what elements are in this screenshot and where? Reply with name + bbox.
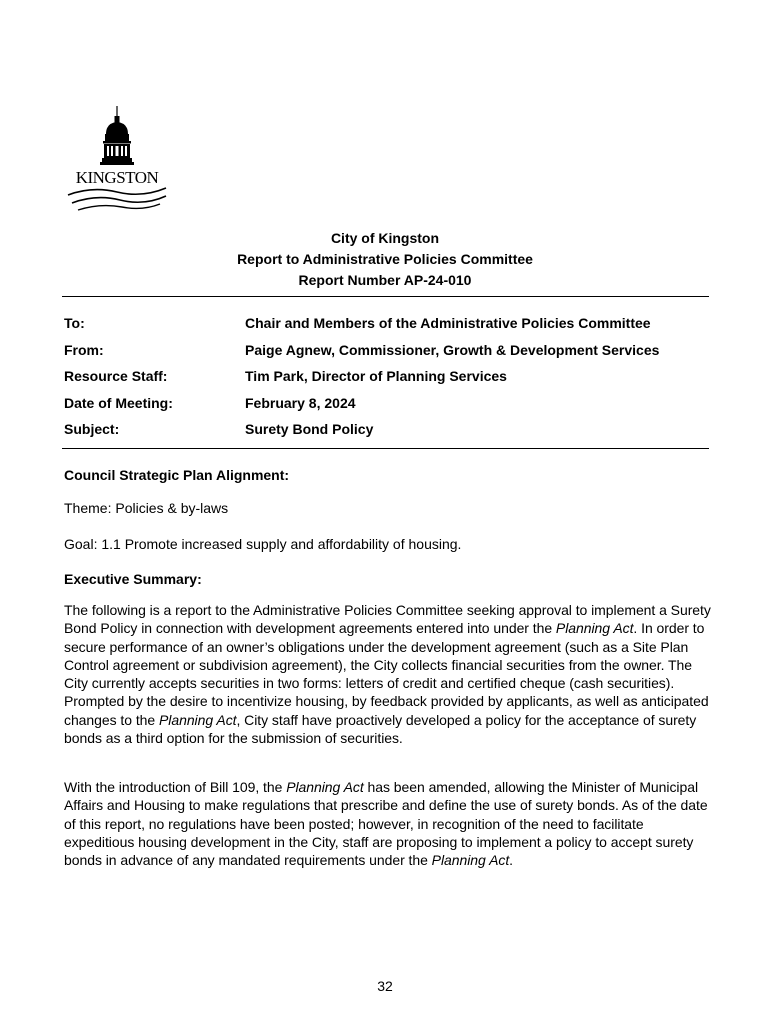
report-title-block <box>0 228 770 291</box>
header-divider-bottom <box>62 448 709 449</box>
meta-value: February 8, 2024 <box>245 394 356 411</box>
meta-label: Resource Staff: <box>64 368 168 384</box>
p2-italic: Planning Act <box>286 779 364 795</box>
p2-text: . <box>509 852 514 869</box>
p2-text: has been amended, allowing the Minister of Municipal Affairs and Housing to make regulations that prescribe and define the use of surety bonds. As of the date of this report, no regulations have been posted; however, in recognition of the need to facilitate expeditious housing development in the City, staff are proposing to implement a policy to accept surety bonds in advance of any mandated requirements under the <box>64 779 708 869</box>
header-divider-top <box>62 296 709 297</box>
meta-value: Surety Bond Policy <box>245 421 374 437</box>
p1-text: The following is a report to the Administrative Policies Committee seeking approval to implement a Surety Bond Policy in connection with development agreements entered into under the <box>64 602 711 637</box>
meta-value: Tim Park, Director of Planning Services <box>245 368 507 384</box>
meta-label: Subject: <box>64 421 120 437</box>
kingston-logo <box>62 104 172 214</box>
meta-row-to <box>64 313 710 340</box>
report-org: City of Kingston <box>330 230 440 246</box>
meta-row-resource-staff <box>64 366 710 393</box>
executive-summary-paragraph-1 <box>64 601 714 747</box>
page-number: 32 <box>377 978 393 994</box>
p1-text: . In order to secure performance of an owner’s obligations under the development agreement (such as a Site Plan Control agreement or subdivision agreement), the City collects financial securities from the owner. The City currently accepts securities in two forms: letters of credit and certified cheque (cash securities). Prompted by the desire to incentivize housing, by feedback provided by applicants, as well as anticipated changes to the <box>64 620 709 728</box>
meta-value: Paige Agnew, Commissioner, Growth & Development Services <box>245 341 660 358</box>
meta-row-subject <box>64 419 710 446</box>
meta-row-from <box>64 340 710 367</box>
p2-italic: Planning Act <box>431 852 510 869</box>
meta-value: Chair and Members of the Administrative Policies Committee <box>245 315 651 331</box>
p2-text: With the introduction of Bill 109, the <box>64 779 287 795</box>
executive-summary-heading: Executive Summary: <box>64 571 202 587</box>
alignment-heading: Council Strategic Plan Alignment: <box>64 467 290 483</box>
alignment-goal: Goal: 1.1 Promote increased supply and affordability of housing. <box>64 536 462 552</box>
p1-italic: Planning Act <box>555 620 634 637</box>
meta-label: Date of Meeting: <box>64 394 173 411</box>
p1-text: , City staff have proactively developed a policy for the acceptance of surety bonds as a third option for the submission of securities. <box>64 711 697 747</box>
meta-label: From: <box>64 341 104 358</box>
report-meta-table <box>64 313 710 446</box>
p1-italic: Planning Act <box>159 711 237 728</box>
meta-label: To: <box>64 315 85 331</box>
logo-wordmark: KINGSTON <box>75 168 159 187</box>
meta-row-date <box>64 393 710 420</box>
executive-summary-paragraph-2 <box>64 778 714 869</box>
city-hall-dome-icon <box>62 104 172 214</box>
report-number: Report Number AP-24-010 <box>298 272 472 288</box>
alignment-theme: Theme: Policies & by-laws <box>64 500 229 516</box>
report-committee: Report to Administrative Policies Committee <box>237 251 533 267</box>
